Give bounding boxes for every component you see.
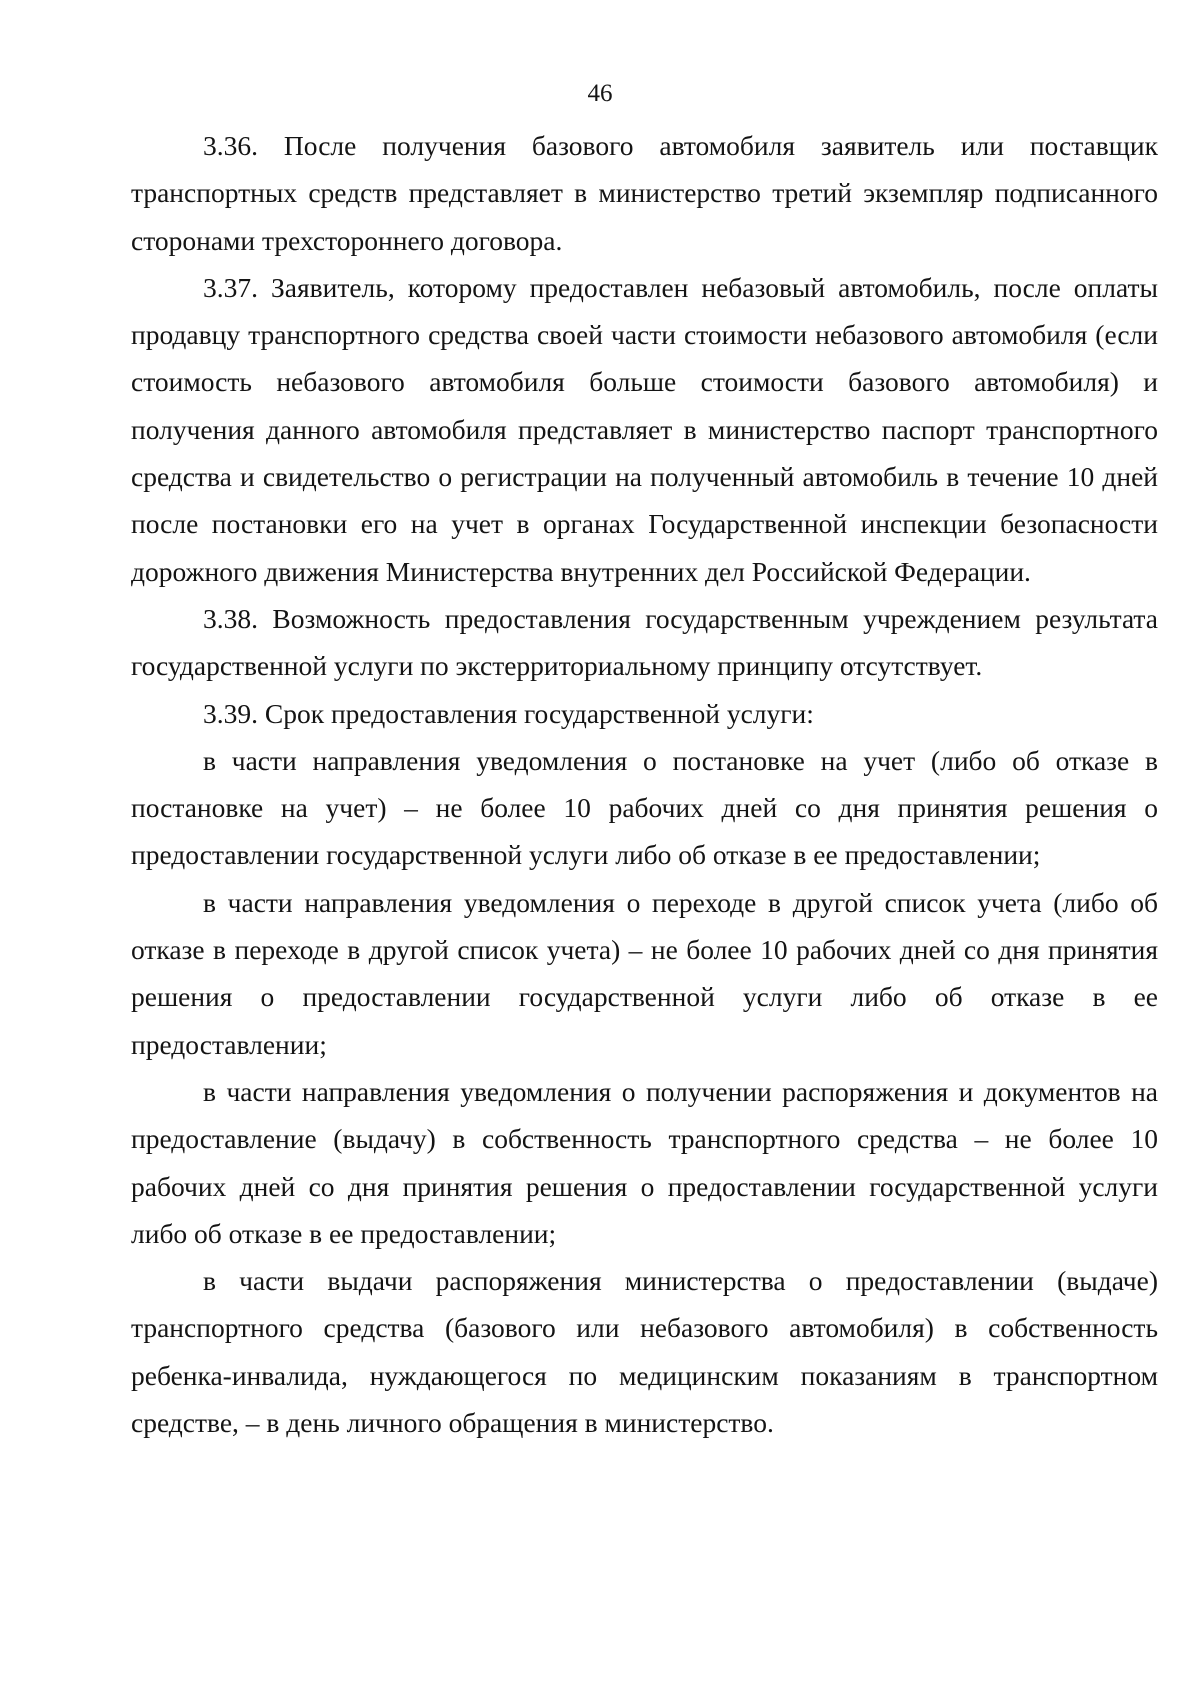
list-item-list-transfer-notice: в части направления уведомления о переходе в другой список учета (либо об отказе в переходе в другой список учета) – не более 10 рабочих дней со дня принятия решения о предоставлении государственной услуги либо об отказе в ее предоставлении; <box>131 886 1158 1060</box>
list-item-order-issuance: в части выдачи распоряжения министерства о предоставлении (выдаче) транспортного средства (базового или небазового автомобиля) в собственность ребенка-инвалида, нуждающегося по медицинским показаниям в транспортном средстве, – в день личного обращения в министерство. <box>131 1265 1158 1439</box>
paragraph-3-39: 3.39. Срок предоставления государственной услуги: <box>203 697 814 729</box>
page-number: 46 <box>587 80 613 107</box>
list-item-registration-notice: в части направления уведомления о постановке на учет (либо об отказе в постановке на учет) – не более 10 рабочих дней со дня принятия решения о предоставлении государственной услуги либо об отказе в ее предоставлении; <box>131 744 1158 871</box>
document-body <box>131 122 1158 1446</box>
paragraph-3-38: 3.38. Возможность предоставления государственным учреждением результата государственной услуги по экстерриториальному принципу отсутствует. <box>131 602 1158 682</box>
paragraph-3-36: 3.36. После получения базового автомобиля заявитель или поставщик транспортных средств представляет в министерство третий экземпляр подписанного сторонами трехстороннего договора. <box>131 130 1158 256</box>
paragraph-3-37: 3.37. Заявитель, которому предоставлен небазовый автомобиль, после оплаты продавцу транспортного средства своей части стоимости небазового автомобиля (если стоимость небазового автомобиля больше стоимости базового автомобиля) и получения данного автомобиля представляет в министерство паспорт транспортного средства и свидетельство о регистрации на полученный автомобиль в течение 10 дней после постановки его на учет в органах Государственной инспекции безопасности дорожного движения Министерства внутренних дел Российской Федерации. <box>131 271 1158 587</box>
list-item-order-documents-notice: в части направления уведомления о получении распоряжения и документов на предоставление (выдачу) в собственность транспортного средства – не более 10 рабочих дней со дня принятия решения о предоставлении государственной услуги либо об отказе в ее предоставлении; <box>131 1075 1158 1249</box>
